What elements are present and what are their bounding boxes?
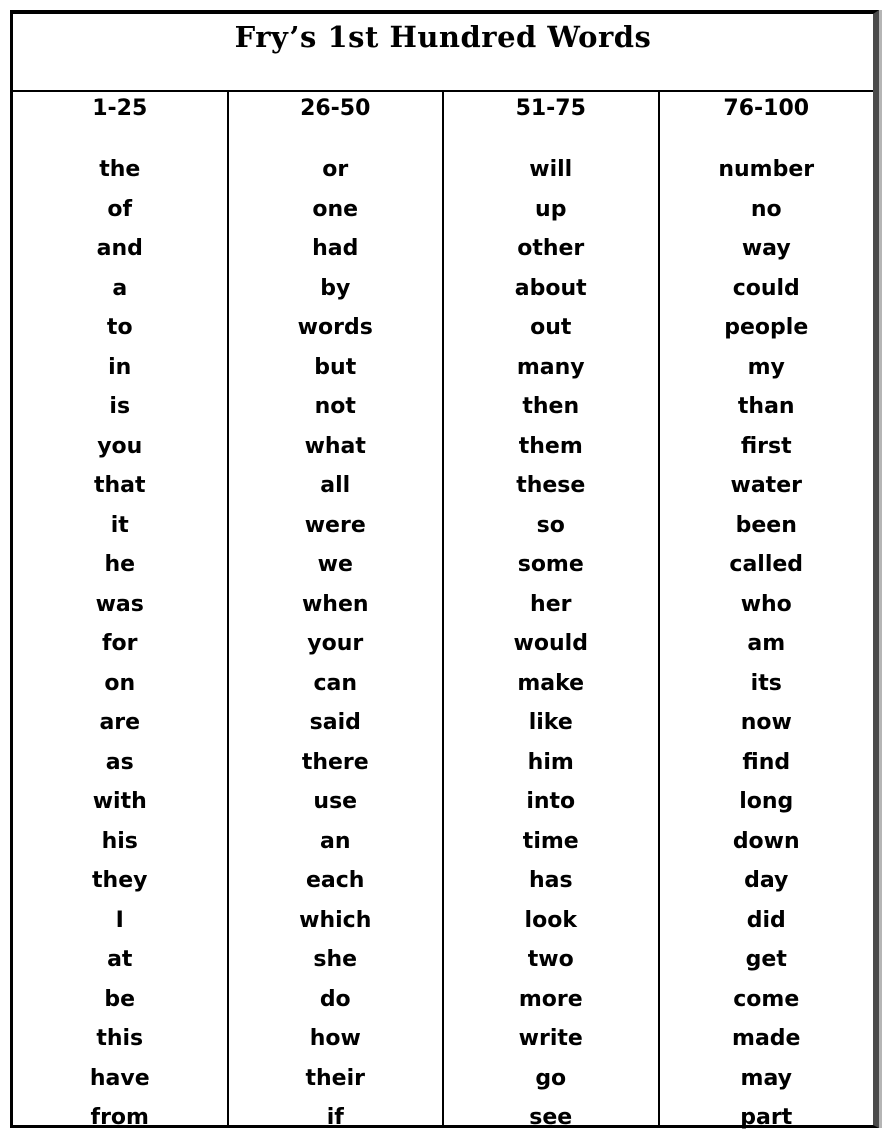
list-item: have xyxy=(89,1065,150,1091)
list-item: been xyxy=(735,512,797,538)
column-header: 76-100 xyxy=(723,96,810,121)
list-item: go xyxy=(535,1065,567,1091)
list-item: were xyxy=(304,512,366,538)
list-item: could xyxy=(732,275,800,301)
list-item: see xyxy=(529,1105,573,1130)
list-item: his xyxy=(101,828,138,854)
list-item: would xyxy=(513,631,588,656)
list-item: a xyxy=(112,275,128,301)
word-list-sheet xyxy=(10,10,879,1128)
list-item: all xyxy=(320,473,351,498)
list-item: the xyxy=(99,157,141,182)
list-item: said xyxy=(309,710,361,735)
list-item: an xyxy=(319,828,351,854)
list-item: do xyxy=(319,986,351,1012)
list-item: to xyxy=(106,315,133,340)
list-item: as xyxy=(105,749,134,775)
page-title: Fry’s 1st Hundred Words xyxy=(234,20,652,54)
list-item: may xyxy=(740,1065,792,1091)
word-list xyxy=(444,150,658,1138)
list-item: are xyxy=(99,710,141,735)
list-item: not xyxy=(314,394,356,419)
list-item: of xyxy=(107,196,133,222)
list-item: who xyxy=(740,591,792,617)
word-list xyxy=(13,150,227,1138)
list-item: no xyxy=(750,196,782,222)
word-columns xyxy=(13,92,873,1130)
list-item: for xyxy=(101,631,138,656)
list-item: but xyxy=(314,354,357,380)
column-header: 26-50 xyxy=(300,96,371,121)
list-item: so xyxy=(536,512,565,538)
list-item: its xyxy=(750,670,782,696)
list-item: into xyxy=(526,789,576,814)
list-item: be xyxy=(104,986,136,1012)
list-item: I xyxy=(115,907,124,933)
list-item: is xyxy=(109,394,131,419)
list-item: made xyxy=(732,1026,801,1051)
list-item: at xyxy=(107,947,133,972)
list-item: in xyxy=(108,354,132,380)
list-item: two xyxy=(527,947,574,972)
list-item: part xyxy=(740,1105,793,1130)
column-76-100 xyxy=(660,92,874,1130)
list-item: her xyxy=(530,591,572,617)
list-item: he xyxy=(104,552,136,577)
list-item: people xyxy=(724,315,809,340)
list-item: time xyxy=(522,828,579,854)
list-item: their xyxy=(305,1065,365,1091)
list-item: you xyxy=(97,433,143,459)
list-item: other xyxy=(517,236,585,261)
list-item: some xyxy=(517,552,584,577)
list-item: will xyxy=(529,157,573,182)
title-box xyxy=(13,14,873,92)
list-item: had xyxy=(312,236,359,261)
list-item: out xyxy=(530,315,572,340)
list-item: on xyxy=(104,670,136,696)
list-item: there xyxy=(301,749,369,775)
list-item: am xyxy=(747,631,786,656)
list-item: each xyxy=(306,868,365,893)
list-item: and xyxy=(96,236,143,261)
list-item: she xyxy=(313,947,358,972)
list-item: my xyxy=(747,354,785,380)
list-item: up xyxy=(535,196,567,222)
column-51-75 xyxy=(444,92,660,1130)
list-item: make xyxy=(517,670,585,696)
word-list xyxy=(660,150,874,1138)
list-item: like xyxy=(528,710,573,735)
list-item: this xyxy=(96,1026,144,1051)
list-item: than xyxy=(737,394,795,419)
list-item: one xyxy=(312,196,359,222)
list-item: has xyxy=(528,868,573,893)
list-item: long xyxy=(739,789,794,814)
list-item: him xyxy=(527,749,574,775)
list-item: with xyxy=(92,789,147,814)
list-item: which xyxy=(299,907,372,933)
list-item: can xyxy=(313,670,358,696)
list-item: from xyxy=(90,1105,149,1130)
list-item: get xyxy=(745,947,787,972)
list-item: your xyxy=(307,631,364,656)
list-item: write xyxy=(518,1026,583,1051)
list-item: how xyxy=(309,1026,361,1051)
list-item: more xyxy=(518,986,583,1012)
list-item: called xyxy=(729,552,804,577)
list-item: when xyxy=(301,591,369,617)
list-item: was xyxy=(95,591,144,617)
column-header: 51-75 xyxy=(515,96,586,121)
list-item: them xyxy=(518,433,583,459)
list-item: water xyxy=(730,473,802,498)
list-item: these xyxy=(516,473,586,498)
list-item: use xyxy=(313,789,358,814)
list-item: or xyxy=(322,157,349,182)
column-header: 1-25 xyxy=(92,96,148,121)
list-item: we xyxy=(317,552,353,577)
list-item: by xyxy=(320,275,351,301)
list-item: way xyxy=(741,236,791,261)
list-item: now xyxy=(740,710,792,735)
list-item: it xyxy=(110,512,129,538)
list-item: that xyxy=(93,473,146,498)
list-item: first xyxy=(740,433,792,459)
list-item: words xyxy=(297,315,373,340)
list-item: down xyxy=(732,828,800,854)
list-item: they xyxy=(92,868,148,893)
list-item: look xyxy=(524,907,577,933)
list-item: many xyxy=(516,354,585,380)
list-item: day xyxy=(744,868,789,893)
list-item: then xyxy=(522,394,580,419)
word-list xyxy=(229,150,443,1138)
column-1-25 xyxy=(13,92,229,1130)
column-26-50 xyxy=(229,92,445,1130)
list-item: come xyxy=(733,986,800,1012)
list-item: what xyxy=(304,433,366,459)
list-item: find xyxy=(742,749,791,775)
list-item: about xyxy=(514,275,587,301)
list-item: did xyxy=(746,907,786,933)
list-item: number xyxy=(718,157,815,182)
list-item: if xyxy=(326,1105,344,1130)
